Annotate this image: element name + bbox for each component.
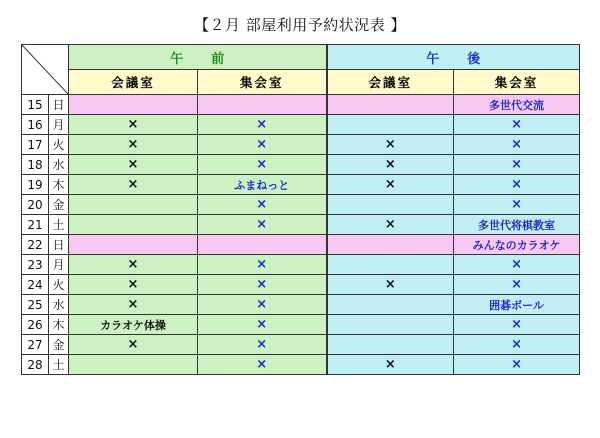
reserved-mark: × xyxy=(511,157,522,172)
reserved-mark: × xyxy=(384,177,396,192)
event-label: カラオケ体操 xyxy=(100,318,166,332)
reserved-mark: × xyxy=(127,157,139,172)
day-number: 16 xyxy=(22,115,49,135)
reserved-mark: × xyxy=(511,117,522,132)
table-row xyxy=(22,355,580,375)
am-hall-cell xyxy=(198,115,327,135)
event-label: みんなのカラオケ xyxy=(472,238,561,252)
reserved-mark: × xyxy=(256,357,268,372)
pm-hall-cell xyxy=(454,175,580,195)
reserved-mark: × xyxy=(127,177,139,192)
am-hall-cell xyxy=(198,215,327,235)
pm-hall-cell xyxy=(454,275,580,295)
pm-hall-cell xyxy=(454,355,580,375)
day-number: 19 xyxy=(22,175,49,195)
pm-hall-cell xyxy=(454,95,580,115)
table-row xyxy=(22,275,580,295)
day-number: 21 xyxy=(22,215,49,235)
reserved-mark: × xyxy=(384,217,396,232)
reserved-mark: × xyxy=(511,337,522,352)
am-hall-cell xyxy=(198,95,327,115)
pm-hall-cell xyxy=(454,195,580,215)
day-number: 15 xyxy=(22,95,49,115)
am-hall-cell xyxy=(198,135,327,155)
am-hall-cell xyxy=(198,315,327,335)
am-hall-cell xyxy=(198,235,327,255)
reserved-mark: × xyxy=(256,137,268,152)
am-meeting-room-cell xyxy=(69,275,198,295)
day-of-week: 日 xyxy=(49,95,69,115)
day-number: 22 xyxy=(22,235,49,255)
table-row xyxy=(22,295,580,315)
pm-hall-cell xyxy=(454,335,580,355)
reserved-mark: × xyxy=(256,197,268,212)
reserved-mark: × xyxy=(127,337,139,352)
pm-hall-cell xyxy=(454,315,580,335)
am-meeting-room-cell xyxy=(69,135,198,155)
day-of-week: 月 xyxy=(49,115,69,135)
day-of-week: 日 xyxy=(49,235,69,255)
reserved-mark: × xyxy=(384,157,396,172)
day-number: 23 xyxy=(22,255,49,275)
pm-hall-cell xyxy=(454,115,580,135)
corner-cell xyxy=(22,45,69,95)
day-of-week: 火 xyxy=(49,135,69,155)
reserved-mark: × xyxy=(127,277,139,292)
reserved-mark: × xyxy=(256,157,268,172)
table-row xyxy=(22,115,580,135)
table-row xyxy=(22,135,580,155)
reserved-mark: × xyxy=(511,357,522,372)
am-meeting-room-cell xyxy=(69,195,198,215)
am-meeting-room-cell xyxy=(69,95,198,115)
day-of-week: 金 xyxy=(49,195,69,215)
day-of-week: 水 xyxy=(49,295,69,315)
event-label: 多世代将棋教室 xyxy=(478,218,556,232)
reserved-mark: × xyxy=(384,357,396,372)
pm-meeting-room-cell xyxy=(327,255,454,275)
reserved-mark: × xyxy=(511,317,522,332)
pm-meeting-room-cell xyxy=(327,195,454,215)
am-hall-cell xyxy=(198,275,327,295)
reserved-mark: × xyxy=(127,117,139,132)
am-meeting-room-cell xyxy=(69,155,198,175)
am-meeting-room-cell xyxy=(69,115,198,135)
am-meeting-room-cell xyxy=(69,355,198,375)
table-row xyxy=(22,195,580,215)
am-hall-cell xyxy=(198,255,327,275)
am-meeting-room-cell xyxy=(69,175,198,195)
am-meeting-room-cell xyxy=(69,255,198,275)
day-of-week: 金 xyxy=(49,335,69,355)
day-of-week: 土 xyxy=(49,355,69,375)
pm-meeting-room-cell xyxy=(327,135,454,155)
day-of-week: 土 xyxy=(49,215,69,235)
table-row xyxy=(22,155,580,175)
pm-meeting-room-cell xyxy=(327,355,454,375)
day-of-week: 月 xyxy=(49,255,69,275)
reservation-table xyxy=(21,44,580,375)
pm-meeting-room-cell xyxy=(327,335,454,355)
pm-hall-cell xyxy=(454,295,580,315)
am-meeting-room-header: 会議室 xyxy=(69,70,198,95)
reserved-mark: × xyxy=(256,297,268,312)
day-number: 18 xyxy=(22,155,49,175)
pm-hall-cell xyxy=(454,215,580,235)
reserved-mark: × xyxy=(511,177,522,192)
pm-hall-cell xyxy=(454,255,580,275)
pm-hall-header: 集会室 xyxy=(454,70,580,95)
am-hall-cell xyxy=(198,295,327,315)
table-row xyxy=(22,95,580,115)
am-hall-cell xyxy=(198,155,327,175)
reserved-mark: × xyxy=(127,257,139,272)
pm-meeting-room-cell xyxy=(327,95,454,115)
table-row xyxy=(22,215,580,235)
reserved-mark: × xyxy=(384,277,396,292)
event-label: ふまねっと xyxy=(234,178,290,192)
day-number: 20 xyxy=(22,195,49,215)
am-hall-cell xyxy=(198,335,327,355)
table-row xyxy=(22,255,580,275)
am-meeting-room-cell xyxy=(69,215,198,235)
table-row xyxy=(22,315,580,335)
event-label: 多世代交流 xyxy=(489,98,545,112)
reserved-mark: × xyxy=(127,137,139,152)
pm-hall-cell xyxy=(454,135,580,155)
day-number: 28 xyxy=(22,355,49,375)
reserved-mark: × xyxy=(511,257,522,272)
day-of-week: 火 xyxy=(49,275,69,295)
table-row xyxy=(22,335,580,355)
reserved-mark: × xyxy=(256,217,268,232)
reserved-mark: × xyxy=(384,137,396,152)
reserved-mark: × xyxy=(256,337,268,352)
pm-meeting-room-cell xyxy=(327,115,454,135)
event-label: 囲碁ボール xyxy=(489,298,544,312)
pm-meeting-room-cell xyxy=(327,175,454,195)
day-number: 27 xyxy=(22,335,49,355)
day-of-week: 木 xyxy=(49,175,69,195)
reserved-mark: × xyxy=(256,317,268,332)
table-row xyxy=(22,235,580,255)
reserved-mark: × xyxy=(511,197,522,212)
reserved-mark: × xyxy=(256,277,268,292)
pm-meeting-room-cell xyxy=(327,155,454,175)
pm-meeting-room-header: 会議室 xyxy=(327,70,454,95)
day-of-week: 水 xyxy=(49,155,69,175)
table-row xyxy=(22,175,580,195)
day-number: 25 xyxy=(22,295,49,315)
reserved-mark: × xyxy=(511,137,522,152)
am-header: 午前 xyxy=(69,45,327,70)
am-meeting-room-cell xyxy=(69,315,198,335)
am-hall-header: 集会室 xyxy=(198,70,327,95)
reserved-mark: × xyxy=(256,117,268,132)
pm-meeting-room-cell xyxy=(327,275,454,295)
page-title: 【２月 部屋利用予約状況表 】 xyxy=(193,16,407,34)
am-hall-cell xyxy=(198,175,327,195)
pm-meeting-room-cell xyxy=(327,315,454,335)
am-meeting-room-cell xyxy=(69,235,198,255)
reserved-mark: × xyxy=(511,277,522,292)
pm-meeting-room-cell xyxy=(327,215,454,235)
pm-hall-cell xyxy=(454,235,580,255)
reserved-mark: × xyxy=(256,257,268,272)
reserved-mark: × xyxy=(127,297,139,312)
pm-meeting-room-cell xyxy=(327,295,454,315)
diagonal-line-icon xyxy=(22,45,68,94)
am-hall-cell xyxy=(198,355,327,375)
am-meeting-room-cell xyxy=(69,335,198,355)
pm-header: 午後 xyxy=(327,45,580,70)
am-hall-cell xyxy=(198,195,327,215)
day-number: 17 xyxy=(22,135,49,155)
pm-meeting-room-cell xyxy=(327,235,454,255)
day-of-week: 木 xyxy=(49,315,69,335)
day-number: 26 xyxy=(22,315,49,335)
am-meeting-room-cell xyxy=(69,295,198,315)
reservation-table-body xyxy=(22,45,580,375)
day-number: 24 xyxy=(22,275,49,295)
pm-hall-cell xyxy=(454,155,580,175)
